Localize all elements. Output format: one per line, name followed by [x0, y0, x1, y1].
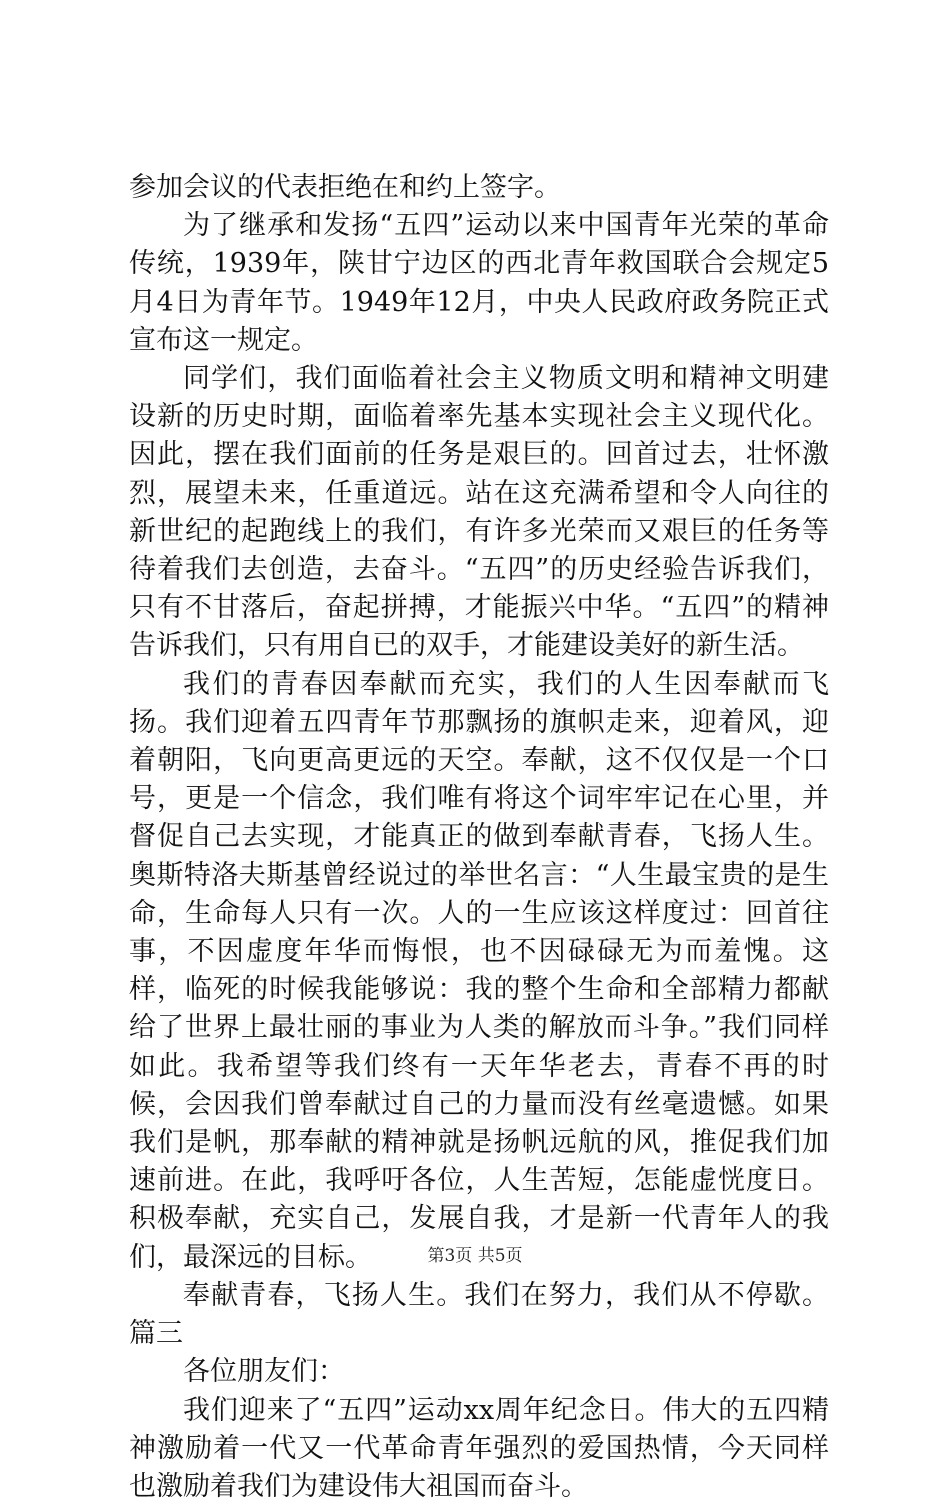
document-body — [129, 169, 829, 1506]
paragraph-5: 奉献青春，飞扬人生。我们在努力，我们从不停歇。篇三 — [129, 1277, 829, 1353]
paragraph-1: 参加会议的代表拒绝在和约上签字。 — [129, 169, 829, 207]
paragraph-6-salutation: 各位朋友们： — [129, 1353, 829, 1391]
page-footer: 第3页 共5页 — [0, 1244, 950, 1268]
paragraph-7: 我们迎来了“五四”运动xx周年纪念日。伟大的五四精神激励着一代又一代革命青年强烈的爱国热情，今天同样也激励着我们为建设伟大祖国而奋斗。 — [129, 1392, 829, 1506]
paragraph-3: 同学们，我们面临着社会主义物质文明和精神文明建设新的历史时期，面临着率先基本实现社会主义现代化。因此，摆在我们面前的任务是艰巨的。回首过去，壮怀激烈，展望未来，任重道远。站在这充满希望和令人向往的新世纪的起跑线上的我们，有许多光荣而又艰巨的任务等待着我们去创造，去奋斗。“五四”的历史经验告诉我们，只有不甘落后，奋起拼搏，才能振兴中华。“五四”的精神告诉我们，只有用自已的双手，才能建设美好的新生活。 — [129, 360, 829, 666]
paragraph-4: 我们的青春因奉献而充实，我们的人生因奉献而飞扬。我们迎着五四青年节那飘扬的旗帜走来，迎着风，迎着朝阳，飞向更高更远的天空。奉献，这不仅仅是一个口号，更是一个信念，我们唯有将这个词牢牢记在心里，并督促自己去实现，才能真正的做到奉献青春，飞扬人生。奥斯特洛夫斯基曾经说过的举世名言：“人生最宝贵的是生命，生命每人只有一次。人的一生应该这样度过：回首往事，不因虚度年华而悔恨，也不因碌碌无为而羞愧。这样，临死的时候我能够说：我的整个生命和全部精力都献给了世界上最壮丽的事业为人类的解放而斗争。”我们同样如此。我希望等我们终有一天年华老去，青春不再的时候，会因我们曾奉献过自己的力量而没有丝毫遗憾。如果我们是帆，那奉献的精神就是扬帆远航的风，推促我们加速前进。在此，我呼吁各位，人生苦短，怎能虚恍度日。积极奉献，充实自己，发展自我，才是新一代青年人的我们，最深远的目标。 — [129, 666, 829, 1277]
paragraph-2: 为了继承和发扬“五四”运动以来中国青年光荣的革命传统，1939年，陕甘宁边区的西北青年救国联合会规定5月4日为青年节。1949年12月，中央人民政府政务院正式宣布这一规定。 — [129, 207, 829, 360]
